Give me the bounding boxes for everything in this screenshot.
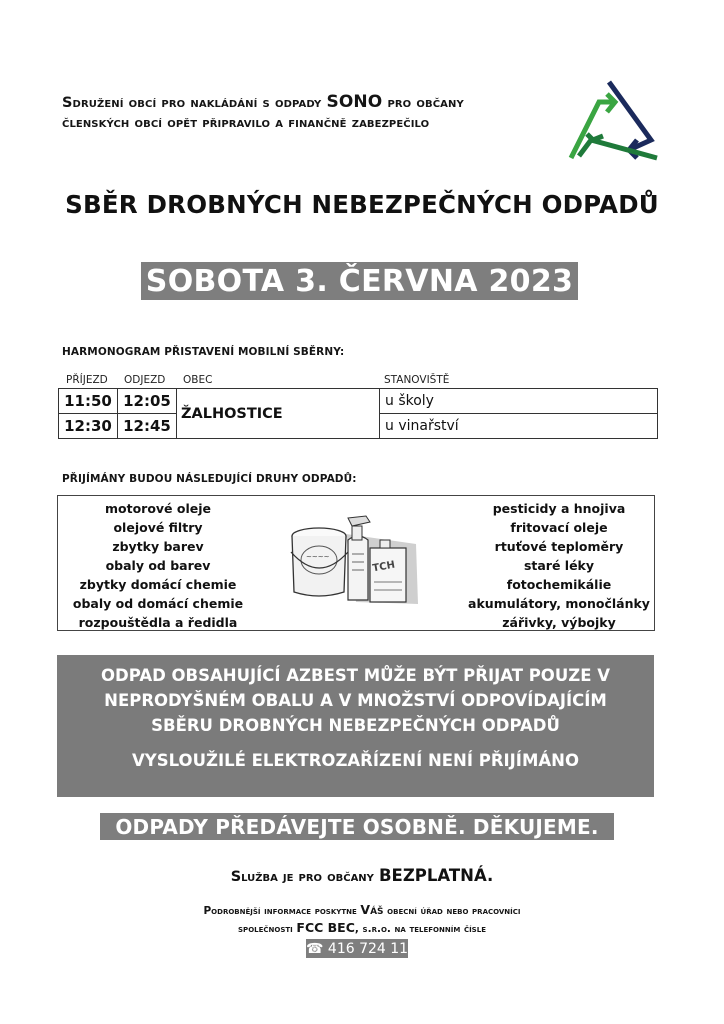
location: u vinařství	[380, 414, 658, 439]
info-text: obecní úřad nebo pracovníci	[383, 905, 521, 917]
asbestos-notice	[57, 655, 654, 738]
date-banner: SOBOTA 3. ČERVNA 2023	[141, 262, 578, 300]
waste-types-label: PŘIJÍMÁNY BUDOU NÁSLEDUJÍCÍ DRUHY ODPADŮ:	[62, 473, 357, 485]
departure-time: 12:05	[118, 389, 177, 414]
list-item: staré léky	[523, 558, 595, 573]
list-item: fritovací oleje	[510, 520, 608, 535]
list-item: rozpouštědla a ředidla	[78, 615, 238, 630]
waste-list-right	[464, 499, 654, 632]
waste-types-box	[57, 495, 655, 631]
contact-info-line-2	[0, 920, 724, 935]
arrival-time: 12:30	[59, 414, 118, 439]
notice-line: SBĚRU DROBNÝCH NEBEZPEČNÝCH ODPADŮ	[151, 716, 560, 735]
schedule-table	[58, 388, 658, 439]
list-item: zbytky barev	[112, 539, 204, 554]
svg-text:TCH: TCH	[371, 559, 396, 575]
info-text: , s.r.o. na telefonním čísle	[354, 923, 486, 935]
organizer-text: Sdružení obcí pro nakládání s odpady	[62, 95, 327, 111]
arrival-time: 11:50	[59, 389, 118, 414]
info-text: Podrobnější informace poskytne	[203, 905, 361, 917]
electronics-notice: VYSLOUŽILÉ ELEKTROZAŘÍZENÍ NENÍ PŘIJÍMÁNO	[132, 751, 579, 770]
phone-number[interactable]: 416 724 111	[327, 941, 417, 957]
list-item: pesticidy a hnojiva	[492, 501, 626, 516]
departure-time: 12:45	[118, 414, 177, 439]
paint-cans-illustration-icon	[286, 504, 426, 614]
notice-line: ODPAD OBSAHUJÍCÍ AZBEST MŮŽE BÝT PŘIJAT POUZE V	[101, 666, 610, 685]
notice-line: NEPRODYŠNÉM OBALU A V MNOŽSTVÍ ODPOVÍDAJÍCÍM	[104, 691, 607, 710]
organizer-line-1	[62, 92, 464, 112]
company-name: FCC BEC	[296, 920, 355, 935]
schedule-label: HARMONOGRAM PŘISTAVENÍ MOBILNÍ SBĚRNY:	[62, 346, 345, 358]
svg-text:~~~~: ~~~~	[306, 553, 330, 561]
organizer-sono: SONO	[326, 92, 383, 112]
free-service-line	[0, 866, 724, 885]
organizer-line-2: členských obcí opět připravilo a finančně zabezpečilo	[62, 115, 430, 131]
phone-badge[interactable]	[306, 939, 417, 958]
waste-list-left	[58, 499, 258, 632]
list-item: fotochemikálie	[506, 577, 612, 592]
list-item: akumulátory, monočlánky	[468, 596, 650, 611]
list-item: motorové oleje	[104, 501, 212, 516]
info-text: společnosti	[238, 923, 297, 935]
list-item: obaly od domácí chemie	[72, 596, 244, 611]
handover-banner: ODPADY PŘEDÁVEJTE OSOBNĚ. DĚKUJEME.	[100, 813, 614, 840]
column-header-departure: ODJEZD	[124, 374, 166, 386]
town-name: ŽALHOSTICE	[177, 389, 380, 439]
contact-info-line-1	[0, 902, 724, 917]
info-text: Váš	[360, 902, 384, 917]
list-item: zářivky, výbojky	[502, 615, 616, 630]
free-service-text: Služba je pro občany	[230, 869, 379, 885]
column-header-arrival: PŘÍJEZD	[66, 374, 108, 386]
phone-icon: ☎	[306, 941, 324, 957]
list-item: rtuťové teploměry	[494, 539, 624, 554]
table-row	[59, 389, 658, 414]
free-service-emphasis: BEZPLATNÁ.	[378, 866, 494, 885]
page-title: SBĚR DROBNÝCH NEBEZPEČNÝCH ODPADŮ	[65, 190, 659, 219]
column-header-location: STANOVIŠTĚ	[384, 374, 450, 386]
list-item: olejové filtry	[113, 520, 203, 535]
organizer-text: pro občany	[382, 95, 464, 111]
asbestos-notice-box	[57, 655, 654, 797]
column-header-town: OBEC	[183, 374, 213, 386]
list-item: obaly od barev	[105, 558, 211, 573]
location: u školy	[380, 389, 658, 414]
list-item: zbytky domácí chemie	[79, 577, 237, 592]
sono-logo-icon	[567, 78, 662, 163]
